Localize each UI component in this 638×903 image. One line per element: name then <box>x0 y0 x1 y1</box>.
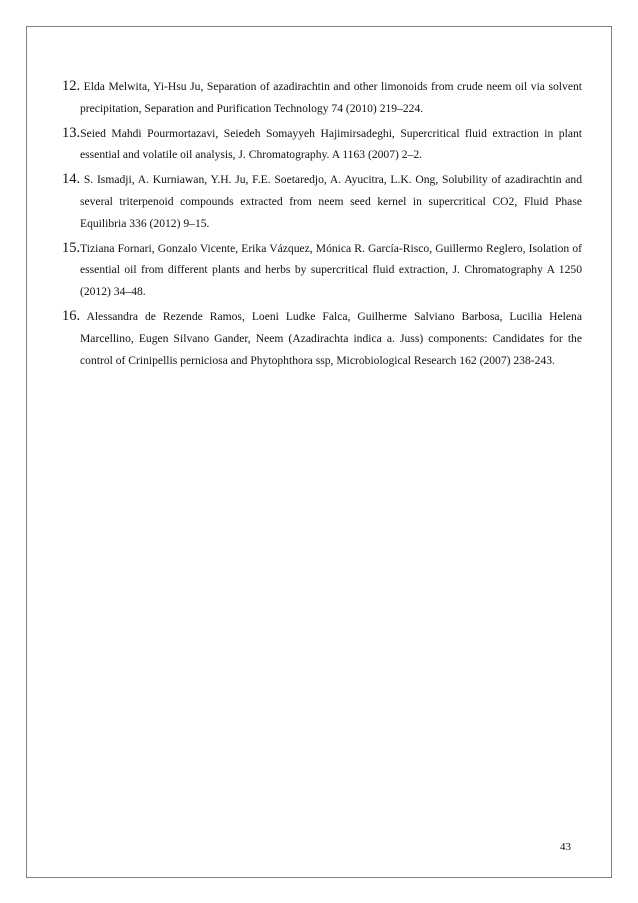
reference-number: 14. <box>62 171 81 188</box>
reference-number: 13. <box>62 124 81 141</box>
reference-item-12 <box>62 76 582 120</box>
page-number: 43 <box>560 841 571 853</box>
reference-item-15 <box>62 238 582 303</box>
reference-number: 16. <box>62 307 81 324</box>
reference-text: Tiziana Fornari, Gonzalo Vicente, Erika Vázquez, Mónica R. García-Risco, Guillermo Reglero, Isolation of essential oil from different plants and herbs by supercritical fluid extraction, J. Chromatography A 1250 (2012) 34–48. <box>80 241 582 299</box>
reference-text: S. Ismadji, A. Kurniawan, Y.H. Ju, F.E. Soetaredjo, A. Ayucitra, L.K. Ong, Solubility of azadirachtin and several triterpenoid compounds extracted from neem seed kernel in supercritical CO2, Fluid Phase Equilibria 336 (2012) 9–15. <box>80 173 582 230</box>
reference-number: 15. <box>62 239 81 256</box>
reference-item-16 <box>62 306 582 371</box>
reference-text: Elda Melwita, Yi-Hsu Ju, Separation of azadirachtin and other limonoids from crude neem oil via solvent precipitation, Separation and Purification Technology 74 (2010) 219–224. <box>80 80 582 115</box>
reference-text: Alessandra de Rezende Ramos, Loeni Ludke Falca, Guilherme Salviano Barbosa, Lucilia Helena Marcellino, Eugen Silvano Gander, Neem (Azadirachta indica a. Juss) components: Candidates for the control of Crinipellis perniciosa and Phytophthora ssp, Microbiological Research 162 (2007) 238-243. <box>80 309 582 367</box>
reference-number: 12. <box>62 78 81 94</box>
reference-item-14 <box>62 169 582 234</box>
reference-item-13 <box>62 123 582 167</box>
reference-list <box>62 76 582 374</box>
reference-text: Seied Mahdi Pourmortazavi, Seiedeh Somayyeh Hajimirsadeghi, Supercritical fluid extraction in plant essential and volatile oil analysis, J. Chromatography. A 1163 (2007) 2–2. <box>80 126 582 162</box>
